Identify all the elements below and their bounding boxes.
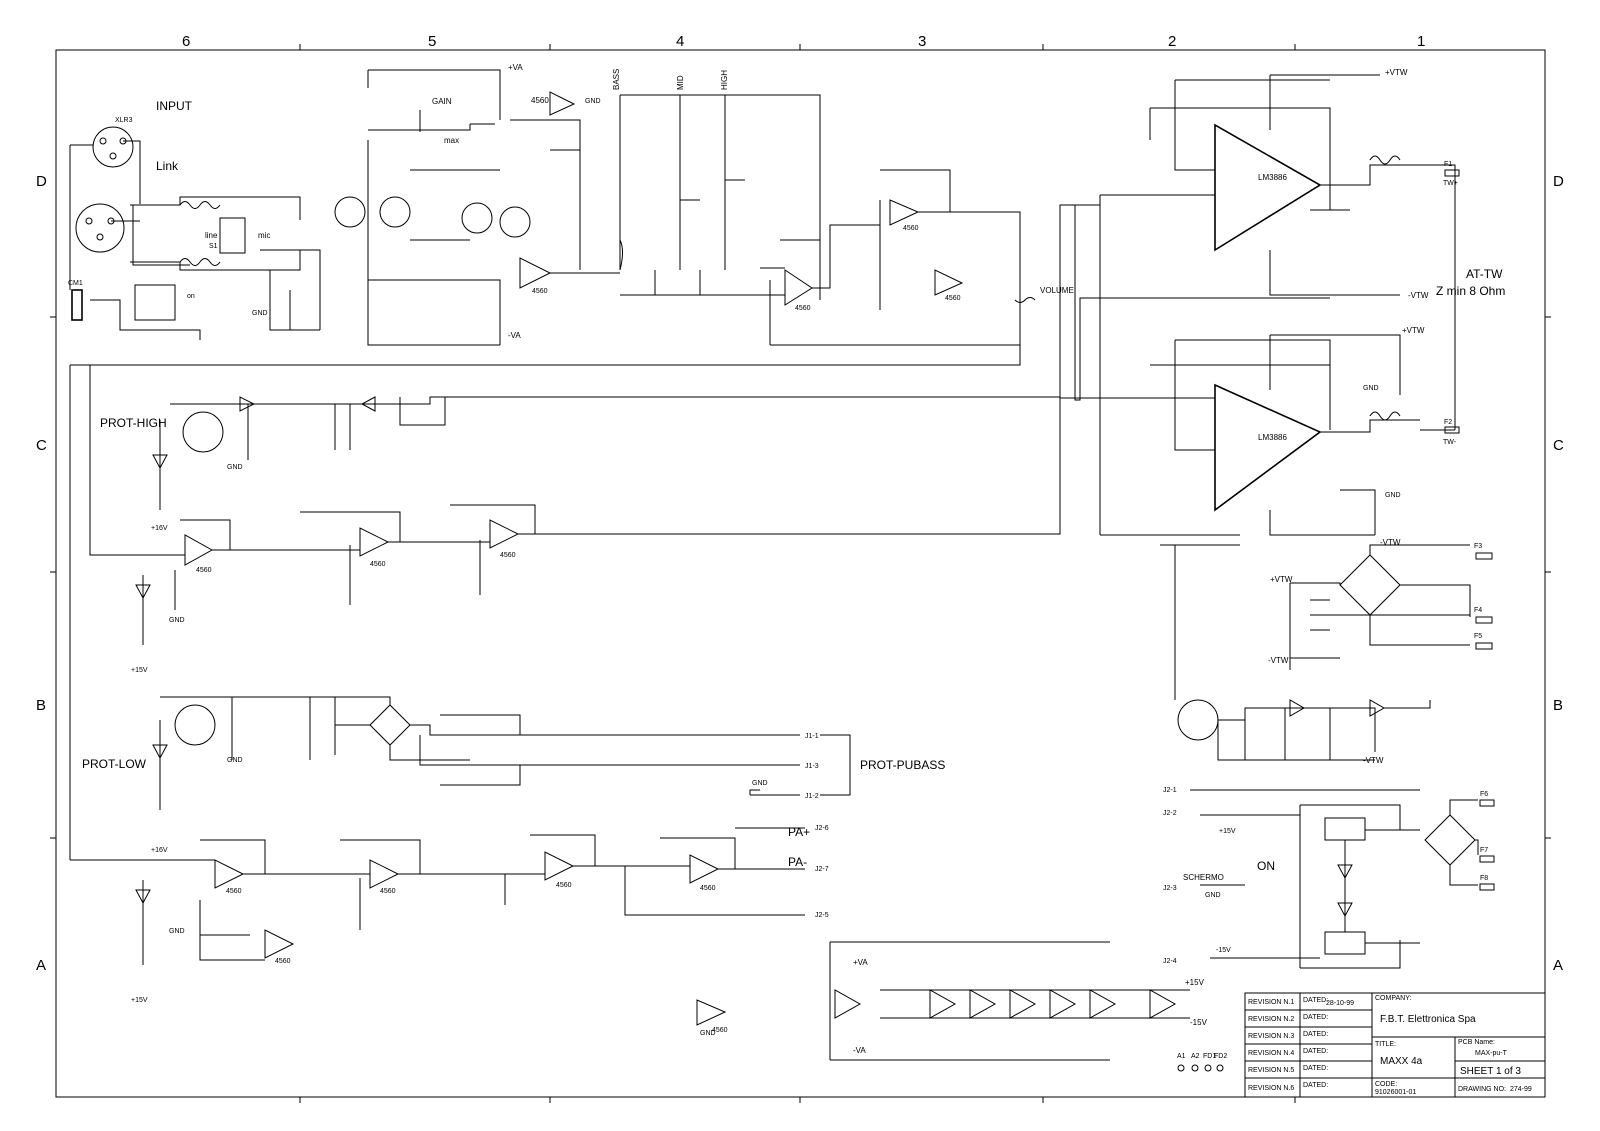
- power-amp-u7: [1215, 125, 1320, 250]
- opamp-u6a-1: [545, 852, 573, 880]
- drawing-value: 274-99: [1510, 1086, 1532, 1093]
- cm1-label: CM1: [68, 280, 83, 287]
- title-value: MAXX 4a: [1380, 1056, 1423, 1067]
- prot-low-section: [82, 697, 790, 854]
- revision-6: REVISION N.6: [1248, 1085, 1295, 1092]
- sheet-value: SHEET 1 of 3: [1460, 1066, 1521, 1077]
- gain-label: GAIN: [432, 97, 452, 106]
- j1-3-label: J1-3: [805, 763, 819, 770]
- fuse-f3: [1476, 553, 1492, 559]
- fuse-f7-label: F7: [1480, 847, 1489, 854]
- transistor-q8: [175, 705, 215, 745]
- u3b-part-label: 4560: [370, 561, 386, 568]
- opamp-u3a: [490, 520, 518, 548]
- prot-high-label: PROT-HIGH: [100, 416, 167, 430]
- regulator-st2: [1325, 932, 1365, 954]
- u2b-part-label: 4560: [795, 305, 811, 312]
- psu-vtw-section: [1268, 543, 1492, 670]
- pa-plus-label: PA+: [788, 825, 811, 839]
- fuse-f4-label: F4: [1474, 607, 1483, 614]
- sheet-border: [56, 50, 1545, 1097]
- tone-section: [610, 69, 870, 345]
- mount-fd1-label: FD1: [1203, 1053, 1217, 1060]
- dated-3-label: DATED:: [1303, 1031, 1329, 1038]
- opamp-u5c: [930, 990, 955, 1018]
- opamp-u6b: [370, 860, 398, 888]
- zone-row-c-right: C: [1553, 437, 1564, 454]
- zone-col-2: 2: [1168, 33, 1177, 50]
- fuse-f6: [1480, 800, 1494, 806]
- on-led-label: ON: [1257, 859, 1275, 873]
- j2-3-label: J2-3: [1163, 885, 1177, 892]
- j1-2-label: J1-2: [805, 793, 819, 800]
- opamp-u9c: [970, 990, 995, 1018]
- dated-5-label: DATED:: [1303, 1065, 1329, 1072]
- zone-col-5: 5: [428, 33, 437, 50]
- p15v-label-psu: +15V: [1219, 828, 1236, 835]
- u4b-part-label: 4560: [945, 295, 961, 302]
- psu-15v-section: [1163, 787, 1494, 968]
- volume-section: [770, 170, 1074, 345]
- opamp-u1b: [550, 92, 574, 115]
- pa-minus-label: PA-: [788, 855, 808, 869]
- fuse-f2-label: F2: [1444, 419, 1453, 426]
- transistor-q5: [183, 412, 223, 452]
- opamp-u1a: [520, 258, 550, 288]
- p16v-label-high: +16V: [151, 525, 168, 532]
- on-label: on: [187, 293, 195, 300]
- tweeter-section: [1075, 68, 1505, 547]
- revision-5: REVISION N.5: [1248, 1067, 1295, 1074]
- zone-row-c-left: C: [36, 437, 47, 454]
- gnd-label-j1: GND: [752, 780, 768, 787]
- j2-6-label: J2-6: [815, 825, 829, 832]
- gnd-label-high: GND: [227, 464, 243, 471]
- at-tw-label: AT-TW: [1466, 267, 1503, 281]
- max-label: max: [444, 136, 460, 145]
- mount-a2-label: A2: [1191, 1053, 1200, 1060]
- opamp-u2b: [785, 270, 812, 305]
- xlr-label: XLR3: [115, 117, 133, 124]
- dated-6-label: DATED:: [1303, 1082, 1329, 1089]
- opamp-u4a: [890, 200, 918, 225]
- revision-3: REVISION N.3: [1248, 1033, 1295, 1040]
- revision-4: REVISION N.4: [1248, 1050, 1295, 1057]
- mic-label: mic: [258, 231, 271, 240]
- zone-row-a-left: A: [36, 957, 47, 974]
- vtw-minus-label-top: -VTW: [1408, 291, 1429, 300]
- prot-high-section: [100, 205, 1100, 532]
- opamp-u6c: [1150, 990, 1175, 1018]
- zone-row-b-left: B: [36, 697, 47, 714]
- vtw-minus-label-q7: -VTW: [1363, 756, 1384, 765]
- opamp-u3b: [360, 528, 388, 556]
- opamp-u6a-2: [690, 855, 718, 883]
- u9b-part-label: 4560: [712, 1027, 728, 1034]
- prot-low-label: PROT-LOW: [82, 757, 147, 771]
- j1-connector-group: [750, 733, 945, 800]
- gnd-label-ldr2: GND: [169, 928, 185, 935]
- va-minus-label-top: -VA: [508, 331, 521, 340]
- zone-row-b-right: B: [1553, 697, 1564, 714]
- title-block: [1245, 993, 1545, 1097]
- tw-plus-label: TW+: [1443, 180, 1458, 187]
- company-label: COMPANY:: [1375, 995, 1412, 1002]
- j2-1-label: J2-1: [1163, 787, 1177, 794]
- u6b-part-label: 4560: [380, 888, 396, 895]
- u8-part-label: LM3886: [1258, 433, 1287, 442]
- vtw-plus-label-top: +VTW: [1385, 68, 1408, 77]
- regulator-st1: [1325, 818, 1365, 840]
- p15v-label-dec: +15V: [1185, 978, 1204, 987]
- vtw-plus-label-psu: +VTW: [1270, 575, 1293, 584]
- line-label: line: [205, 231, 218, 240]
- zone-row-d-right: D: [1553, 173, 1564, 190]
- opamp-u5a: [215, 860, 243, 888]
- gnd-label-u1b: GND: [585, 98, 601, 105]
- pcb-label: PCB Name:: [1458, 1039, 1495, 1046]
- mid-label: MID: [676, 75, 685, 90]
- fuse-f3-label: F3: [1474, 543, 1483, 550]
- m15v-label-psu: -15V: [1216, 947, 1231, 954]
- revision-2: REVISION N.2: [1248, 1016, 1295, 1023]
- transistor-q7: [1178, 700, 1218, 740]
- transistor-q2: [500, 207, 530, 237]
- fuse-f7: [1480, 856, 1494, 862]
- j2-2-label: J2-2: [1163, 810, 1177, 817]
- p15v-label-low: +15V: [131, 997, 148, 1004]
- fuse-f1: [1445, 170, 1459, 176]
- gnd-label-u8: GND: [1363, 385, 1379, 392]
- fuse-f1-label: F1: [1444, 161, 1453, 168]
- z-min-label: Z min 8 Ohm: [1436, 284, 1506, 298]
- u7-part-label: LM3886: [1258, 173, 1287, 182]
- u9a-part-label: 4560: [196, 567, 212, 574]
- dated-2-label: DATED:: [1303, 1014, 1329, 1021]
- opamp-u4b: [935, 270, 962, 295]
- zone-ticks: [50, 44, 1551, 1103]
- high-filter-section: [70, 345, 1080, 860]
- u6a-2-part-label: 4560: [700, 885, 716, 892]
- bass-label: BASS: [612, 68, 621, 90]
- preamp-section: [335, 63, 610, 345]
- zone-col-1: 1: [1417, 33, 1426, 50]
- gnd-label-low: GND: [227, 757, 243, 764]
- u4a-part-label: 4560: [903, 225, 919, 232]
- mounting-holes: [1177, 1053, 1227, 1071]
- volume-label: VOLUME: [1040, 286, 1074, 295]
- j2-4-label: J2-4: [1163, 958, 1177, 965]
- prot-pubass-label: PROT-PUBASS: [860, 758, 946, 772]
- transistor-q3: [380, 197, 410, 227]
- mount-a1-label: A1: [1177, 1053, 1186, 1060]
- dated-4-label: DATED:: [1303, 1048, 1329, 1055]
- fuse-f5-label: F5: [1474, 633, 1483, 640]
- j2-5-label: J2-5: [815, 912, 829, 919]
- pcb-value: MAX-pu-T: [1475, 1050, 1507, 1057]
- zone-row-d-left: D: [36, 173, 47, 190]
- fuse-f6-label: F6: [1480, 791, 1489, 798]
- bridge-d15: [1425, 815, 1475, 865]
- u3a-part-label: 4560: [500, 552, 516, 559]
- p15v-label-high: +15V: [131, 667, 148, 674]
- zone-row-a-right: A: [1553, 957, 1564, 974]
- input-section: [68, 99, 320, 340]
- title-field-label: TITLE:: [1375, 1041, 1397, 1048]
- schermo-label: SCHERMO: [1183, 873, 1224, 882]
- vtw-plus-label-mid: +VTW: [1402, 326, 1425, 335]
- vtw-minus-label-psu: -VTW: [1268, 656, 1289, 665]
- u6a-1-part-label: 4560: [556, 882, 572, 889]
- j2-7-label: J2-7: [815, 866, 829, 873]
- j1-1-label: J1-1: [805, 733, 819, 740]
- gnd-label-psu: GND: [1205, 892, 1221, 899]
- transistor-q1: [335, 197, 365, 227]
- fuse-f8-label: F8: [1480, 875, 1489, 882]
- transistor-q4: [462, 203, 492, 233]
- bridge-d8: [370, 705, 410, 745]
- fuse-f8: [1480, 884, 1494, 890]
- u2a-part-label: 4560: [275, 958, 291, 965]
- decoupling-section: [830, 942, 1208, 1060]
- link-label: Link: [156, 159, 179, 173]
- dated-1-label: DATED:: [1303, 997, 1329, 1004]
- u1a-part-label: 4560: [532, 288, 548, 295]
- company-value: F.B.T. Elettronica Spa: [1380, 1014, 1476, 1025]
- p16v-label-low: +16V: [151, 847, 168, 854]
- u5a-part-label: 4560: [226, 888, 242, 895]
- revision-1: REVISION N.1: [1248, 999, 1295, 1006]
- opamp-u4c: [1010, 990, 1035, 1018]
- zone-col-6: 6: [182, 33, 191, 50]
- zone-col-4: 4: [676, 33, 685, 50]
- fuse-f4: [1476, 617, 1492, 623]
- mount-fd2-label: FD2: [1214, 1053, 1228, 1060]
- dated-1-value: 28-10-99: [1326, 1000, 1355, 1007]
- opamp-u9a: [185, 535, 212, 565]
- high-label: HIGH: [720, 70, 729, 90]
- gnd-label-u8-bottom: GND: [1385, 492, 1401, 499]
- zone-col-3: 3: [918, 33, 927, 50]
- gnd-label-input: GND: [252, 310, 268, 317]
- opamp-u2c: [1090, 990, 1115, 1018]
- opamp-u2a: [265, 930, 293, 958]
- gnd-label-ldr1: GND: [169, 617, 185, 624]
- switch-s1-label: S1: [209, 243, 218, 250]
- va-plus-label-dec: +VA: [853, 958, 868, 967]
- drawing-label: DRAWING NO:: [1458, 1086, 1506, 1093]
- m15v-label-dec: -15V: [1190, 1018, 1207, 1027]
- bridge-rectifier-d22: [1340, 555, 1400, 615]
- code-value: 91026001-01: [1375, 1089, 1417, 1096]
- power-amp-u8: [1215, 385, 1320, 510]
- va-plus-label-top: +VA: [508, 63, 523, 72]
- vtw-minus-label-mid: -VTW: [1380, 538, 1401, 547]
- xlr-input-connector: [93, 127, 133, 167]
- gnd-label-u9b: GND: [700, 1030, 716, 1037]
- opamp-u9b: [697, 1000, 725, 1025]
- low-filter-section: [70, 825, 829, 1037]
- fuse-f5: [1476, 643, 1492, 649]
- va-minus-label-dec: -VA: [853, 1046, 866, 1055]
- u1b-part-label: 4560: [531, 96, 549, 105]
- tw-minus-label: TW-: [1443, 439, 1457, 446]
- code-label: CODE:: [1375, 1081, 1398, 1088]
- opamp-u3c: [1050, 990, 1075, 1018]
- xlr-link-connector: [76, 204, 124, 252]
- input-label: INPUT: [156, 99, 192, 113]
- opamp-u1c: [835, 990, 860, 1018]
- protection-q7-section: [1175, 545, 1430, 765]
